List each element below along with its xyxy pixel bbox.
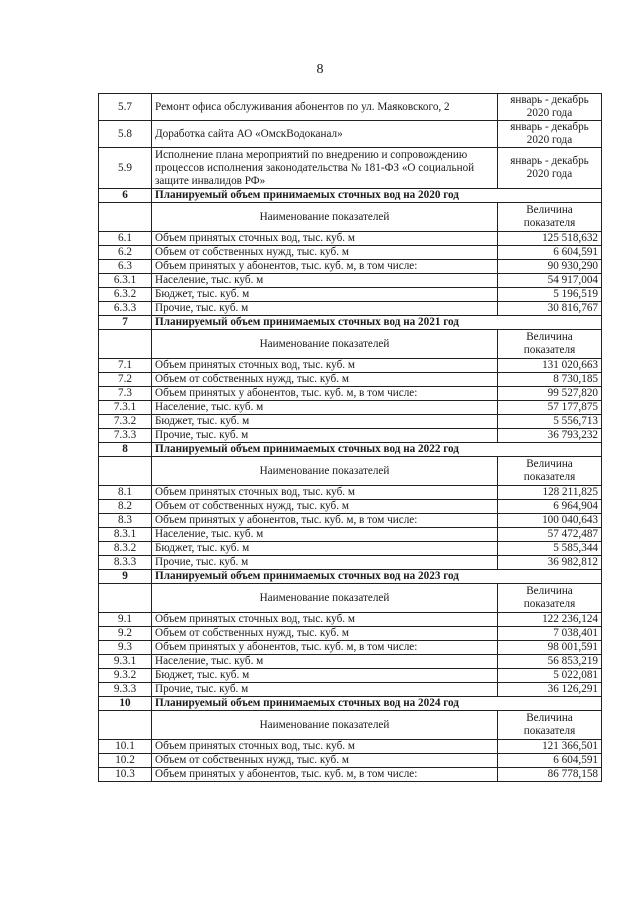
task-row: [99, 121, 602, 148]
table-row: [99, 246, 602, 260]
row-number: 8.3.3: [99, 556, 152, 570]
row-number: 7.3.1: [99, 401, 152, 415]
table-row: [99, 613, 602, 627]
row-number: 8.3.1: [99, 528, 152, 542]
column-header-empty: [99, 711, 152, 740]
row-value: 30 816,767: [498, 302, 602, 316]
table-row: [99, 373, 602, 387]
section-number: 10: [99, 697, 152, 711]
row-name: Прочие, тыс. куб. м: [152, 683, 498, 697]
row-name: Объем принятых сточных вод, тыс. куб. м: [152, 740, 498, 754]
column-header-row: [99, 330, 602, 359]
row-number: 8.3: [99, 514, 152, 528]
row-number: 6.3.1: [99, 274, 152, 288]
row-name: Объем принятых у абонентов, тыс. куб. м, в том числе:: [152, 768, 498, 782]
plan-table: [98, 93, 602, 782]
page-number: 8: [316, 62, 324, 77]
table-row: [99, 683, 602, 697]
table-row: [99, 754, 602, 768]
task-period: январь - декабрь 2020 года: [498, 148, 602, 189]
row-name: Население, тыс. куб. м: [152, 528, 498, 542]
row-value: 99 527,820: [498, 387, 602, 401]
row-number: 7.1: [99, 359, 152, 373]
row-value: 54 917,004: [498, 274, 602, 288]
column-header-empty: [99, 584, 152, 613]
row-number: 9.1: [99, 613, 152, 627]
row-number: 6.1: [99, 232, 152, 246]
row-number: 10.2: [99, 754, 152, 768]
table-row: [99, 500, 602, 514]
column-header-empty: [99, 203, 152, 232]
section-number: 9: [99, 570, 152, 584]
section-header-row: [99, 570, 602, 584]
row-number: 7.3: [99, 387, 152, 401]
row-name: Объем от собственных нужд, тыс. куб. м: [152, 627, 498, 641]
row-name: Население, тыс. куб. м: [152, 274, 498, 288]
task-name: Ремонт офиса обслуживания абонентов по ул. Маяковского, 2: [152, 94, 498, 121]
row-value: 100 040,643: [498, 514, 602, 528]
table-row: [99, 302, 602, 316]
row-name: Объем принятых сточных вод, тыс. куб. м: [152, 486, 498, 500]
column-header-value: Величина показателя: [498, 711, 602, 740]
row-number: 9.3.1: [99, 655, 152, 669]
row-value: 56 853,219: [498, 655, 602, 669]
table-row: [99, 740, 602, 754]
table-row: [99, 274, 602, 288]
row-number: 9.3: [99, 641, 152, 655]
row-name: Объем от собственных нужд, тыс. куб. м: [152, 500, 498, 514]
row-value: 57 177,875: [498, 401, 602, 415]
row-name: Объем от собственных нужд, тыс. куб. м: [152, 246, 498, 260]
row-value: 36 793,232: [498, 429, 602, 443]
row-value: 36 126,291: [498, 683, 602, 697]
table-row: [99, 429, 602, 443]
section-title: Планируемый объем принимаемых сточных вод на 2024 год: [152, 697, 602, 711]
row-name: Бюджет, тыс. куб. м: [152, 288, 498, 302]
row-number: 6.3.3: [99, 302, 152, 316]
column-header-value: Величина показателя: [498, 584, 602, 613]
row-name: Население, тыс. куб. м: [152, 401, 498, 415]
row-value: 57 472,487: [498, 528, 602, 542]
task-period: январь - декабрь 2020 года: [498, 94, 602, 121]
section-number: 6: [99, 189, 152, 203]
row-value: 86 778,158: [498, 768, 602, 782]
row-value: 36 982,812: [498, 556, 602, 570]
table-row: [99, 528, 602, 542]
row-number: 9.2: [99, 627, 152, 641]
row-name: Объем принятых сточных вод, тыс. куб. м: [152, 613, 498, 627]
row-name: Объем принятых у абонентов, тыс. куб. м, в том числе:: [152, 641, 498, 655]
table-row: [99, 415, 602, 429]
row-value: 5 022,081: [498, 669, 602, 683]
task-number: 5.7: [99, 94, 152, 121]
row-name: Объем принятых сточных вод, тыс. куб. м: [152, 232, 498, 246]
section-number: 8: [99, 443, 152, 457]
row-number: 6.3: [99, 260, 152, 274]
row-name: Бюджет, тыс. куб. м: [152, 415, 498, 429]
row-value: 5 196,519: [498, 288, 602, 302]
column-header-row: [99, 457, 602, 486]
row-number: 9.3.3: [99, 683, 152, 697]
section-number: 7: [99, 316, 152, 330]
column-header-value: Величина показателя: [498, 457, 602, 486]
table-row: [99, 288, 602, 302]
table-row: [99, 768, 602, 782]
row-value: 8 730,185: [498, 373, 602, 387]
row-value: 125 518,632: [498, 232, 602, 246]
row-value: 5 585,344: [498, 542, 602, 556]
column-header-name: Наименование показателей: [152, 457, 498, 486]
row-name: Объем принятых у абонентов, тыс. куб. м, в том числе:: [152, 260, 498, 274]
section-title: Планируемый объем принимаемых сточных вод на 2022 год: [152, 443, 602, 457]
row-number: 8.3.2: [99, 542, 152, 556]
table-row: [99, 641, 602, 655]
row-value: 122 236,124: [498, 613, 602, 627]
row-number: 10.1: [99, 740, 152, 754]
row-value: 128 211,825: [498, 486, 602, 500]
column-header-empty: [99, 457, 152, 486]
row-name: Прочие, тыс. куб. м: [152, 556, 498, 570]
row-number: 9.3.2: [99, 669, 152, 683]
table-row: [99, 387, 602, 401]
row-number: 8.2: [99, 500, 152, 514]
row-number: 7.3.2: [99, 415, 152, 429]
table-row: [99, 232, 602, 246]
task-row: [99, 94, 602, 121]
column-header-name: Наименование показателей: [152, 711, 498, 740]
section-title: Планируемый объем принимаемых сточных вод на 2023 год: [152, 570, 602, 584]
row-value: 98 001,591: [498, 641, 602, 655]
task-period: январь - декабрь 2020 года: [498, 121, 602, 148]
column-header-name: Наименование показателей: [152, 584, 498, 613]
column-header-row: [99, 584, 602, 613]
row-number: 6.2: [99, 246, 152, 260]
section-header-row: [99, 697, 602, 711]
row-name: Объем от собственных нужд, тыс. куб. м: [152, 754, 498, 768]
row-name: Объем принятых у абонентов, тыс. куб. м, в том числе:: [152, 387, 498, 401]
row-value: 6 964,904: [498, 500, 602, 514]
row-number: 8.1: [99, 486, 152, 500]
table-row: [99, 401, 602, 415]
plan-table-body: [99, 94, 602, 782]
table-row: [99, 260, 602, 274]
table-row: [99, 669, 602, 683]
table-row: [99, 556, 602, 570]
row-value: 121 366,501: [498, 740, 602, 754]
column-header-value: Величина показателя: [498, 330, 602, 359]
row-number: 6.3.2: [99, 288, 152, 302]
row-name: Объем принятых у абонентов, тыс. куб. м, в том числе:: [152, 514, 498, 528]
row-number: 10.3: [99, 768, 152, 782]
section-title: Планируемый объем принимаемых сточных вод на 2021 год: [152, 316, 602, 330]
row-value: 5 556,713: [498, 415, 602, 429]
column-header-empty: [99, 330, 152, 359]
task-number: 5.8: [99, 121, 152, 148]
table-row: [99, 514, 602, 528]
row-value: 6 604,591: [498, 754, 602, 768]
table-row: [99, 486, 602, 500]
row-name: Объем от собственных нужд, тыс. куб. м: [152, 373, 498, 387]
task-row: [99, 148, 602, 189]
table-row: [99, 542, 602, 556]
section-header-row: [99, 316, 602, 330]
row-value: 7 038,401: [498, 627, 602, 641]
row-name: Прочие, тыс. куб. м: [152, 302, 498, 316]
task-name: Доработка сайта АО «ОмскВодоканал»: [152, 121, 498, 148]
row-value: 90 930,290: [498, 260, 602, 274]
row-number: 7.3.3: [99, 429, 152, 443]
section-header-row: [99, 189, 602, 203]
column-header-name: Наименование показателей: [152, 330, 498, 359]
table-row: [99, 655, 602, 669]
task-name: Исполнение плана мероприятий по внедрению и сопровождению процессов исполнения законодательства № 181-ФЗ «О социальной защите инвалидов РФ»: [152, 148, 498, 189]
row-number: 7.2: [99, 373, 152, 387]
section-title: Планируемый объем принимаемых сточных вод на 2020 год: [152, 189, 602, 203]
row-name: Объем принятых сточных вод, тыс. куб. м: [152, 359, 498, 373]
row-name: Бюджет, тыс. куб. м: [152, 669, 498, 683]
row-value: 6 604,591: [498, 246, 602, 260]
row-name: Бюджет, тыс. куб. м: [152, 542, 498, 556]
column-header-row: [99, 711, 602, 740]
column-header-name: Наименование показателей: [152, 203, 498, 232]
column-header-value: Величина показателя: [498, 203, 602, 232]
row-value: 131 020,663: [498, 359, 602, 373]
table-row: [99, 359, 602, 373]
table-row: [99, 627, 602, 641]
row-name: Население, тыс. куб. м: [152, 655, 498, 669]
section-header-row: [99, 443, 602, 457]
row-name: Прочие, тыс. куб. м: [152, 429, 498, 443]
column-header-row: [99, 203, 602, 232]
task-number: 5.9: [99, 148, 152, 189]
